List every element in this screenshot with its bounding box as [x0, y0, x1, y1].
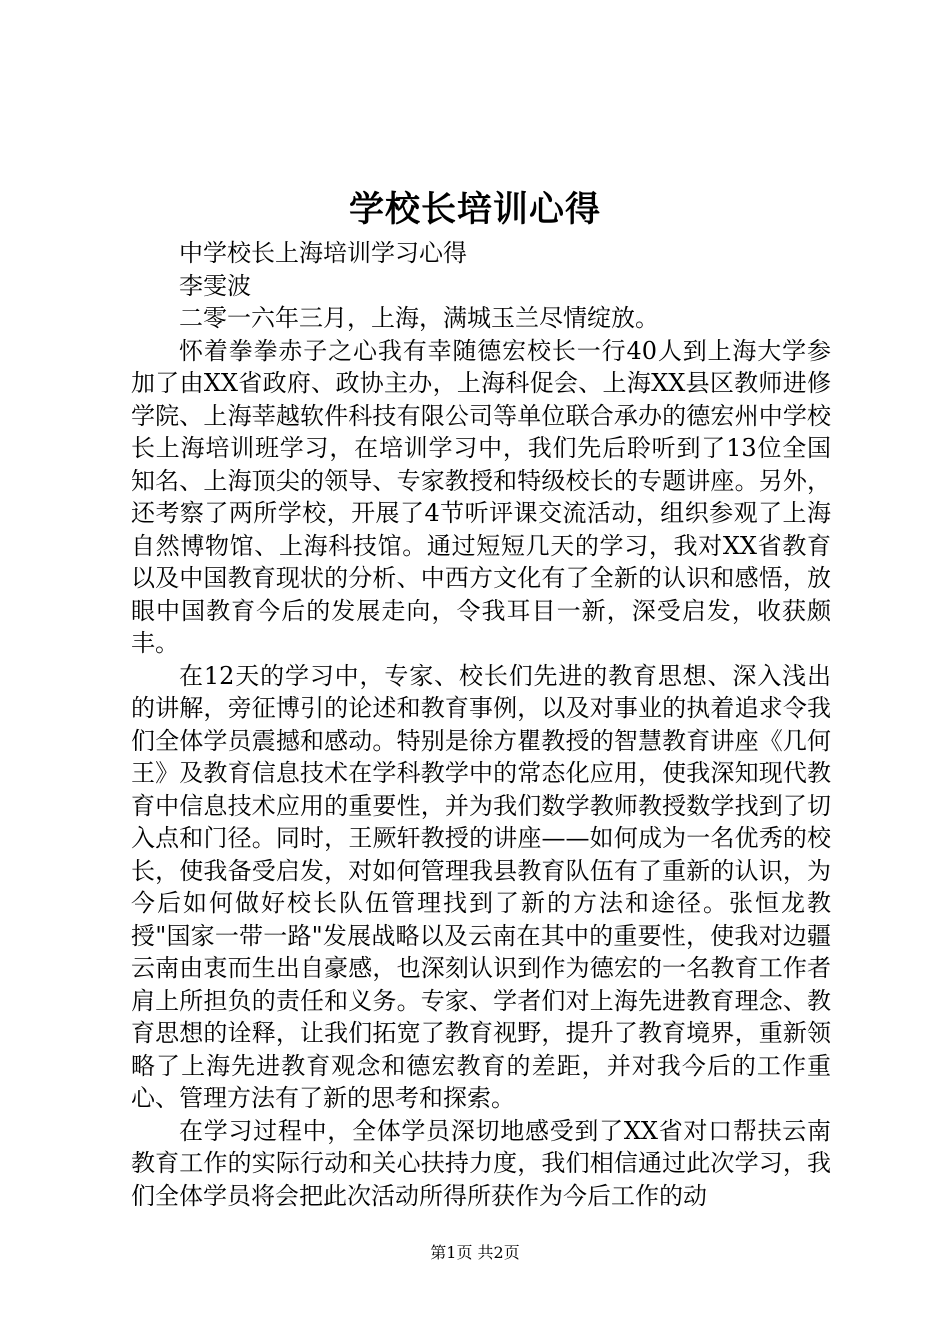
body-paragraph: 在学习过程中，全体学员深切地感受到了XX省对口帮扶云南教育工作的实际行动和关心扶持力度，我们相信通过此次学习，我们全体学员将会把此次活动所得所获作为今后工作的动 [131, 1116, 831, 1210]
body-paragraph: 怀着拳拳赤子之心我有幸随德宏校长一行40人到上海大学参加了由XX省政府、政协主办，上海科促会、上海XX县区教师进修学院、上海莘越软件科技有限公司等单位联合承办的德宏州中学校长上海培训班学习，在培训学习中，我们先后聆听到了13位全国知名、上海顶尖的领导、专家教授和特级校长的专题讲座。另外，还考察了两所学校，开展了4节听评课交流活动，组织参观了上海自然博物馆、上海科技馆。通过短短几天的学习，我对XX省教育以及中国教育现状的分析、中西方文化有了全新的认识和感悟，放眼中国教育今后的发展走向，令我耳目一新，深受启发，收获颇丰。 [131, 336, 831, 657]
subtitle-paragraph: 中学校长上海培训学习心得 [179, 239, 467, 267]
document-title: 学校长培训心得 [348, 189, 601, 230]
document-body [131, 237, 831, 1212]
author-paragraph: 李雯波 [179, 271, 251, 300]
page-footer: 第1页 共2页 [430, 1243, 520, 1262]
body-paragraph: 在12天的学习中，专家、校长们先进的教育思想、深入浅出的讲解，旁征博引的论述和教育事例，以及对事业的执着追求令我们全体学员震撼和感动。特别是徐方瞿教授的智慧教育讲座《几何王》及教育信息技术在学科教学中的常态化应用，使我深知现代教育中信息技术应用的重要性，并为我们数学教师教授数学找到了切入点和门径。同时，王厥轩教授的讲座——如何成为一名优秀的校长，使我备受启发，对如何管理我县教育队伍有了重新的认识，为今后如何做好校长队伍管理找到了新的方法和途径。张恒龙教授"国家一带一路"发展战略以及云南在其中的重要性，使我对边疆云南由衷而生出自豪感，也深刻认识到作为德宏的一名教育工作者肩上所担负的责任和义务。专家、学者们对上海先进教育理念、教育思想的诠释，让我们拓宽了教育视野，提升了教育境界，重新领略了上海先进教育观念和德宏教育的差距，并对我今后的工作重心、管理方法有了新的思考和探索。 [131, 661, 831, 1112]
body-paragraph: 二零一六年三月，上海，满城玉兰尽情绽放。 [179, 304, 659, 332]
